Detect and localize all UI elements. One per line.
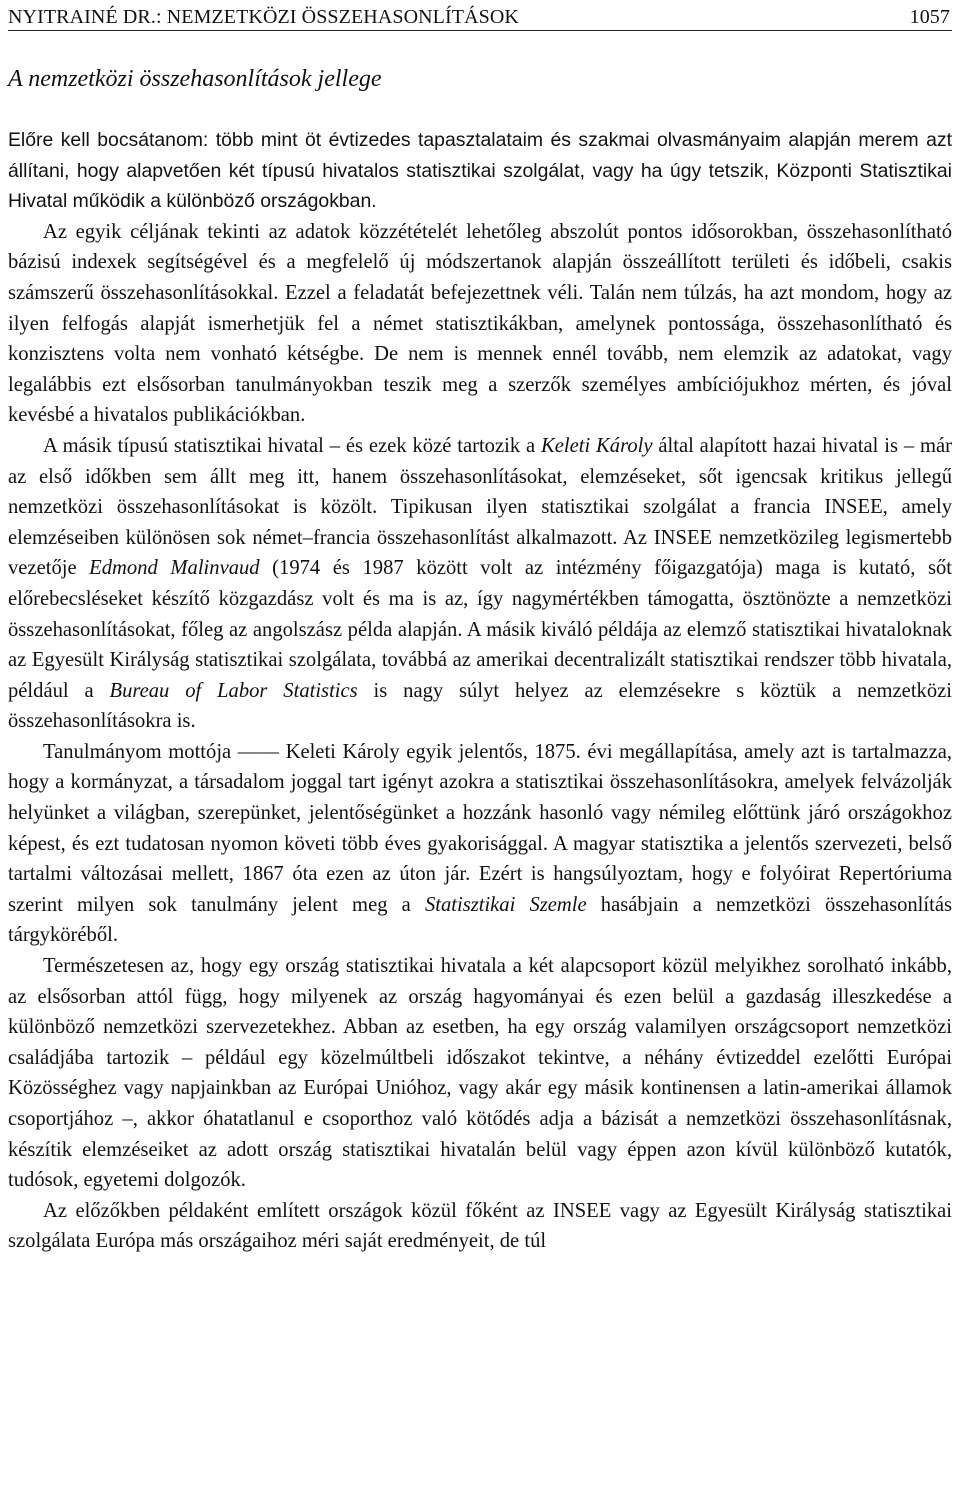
institution-name-bls: Bureau of Labor Statistics [109, 679, 358, 702]
paragraph-3-text-b: által alapított hazai hivatal is – már az első időkben sem állt meg itt, hanem összehasonlításokat, elemzéseket, sőt igencsak kritikus jellegű nemzetközi összehasonlításokat is közölt. Tipikusan ilyen statisztikai szolgálat a francia INSEE, amely elemzéseiben különösen sok német–francia összehasonlítást alkalmazott. Az INSEE nemzetközileg legismertebb vezetője [8, 434, 953, 580]
document-page [8, 0, 952, 1257]
paragraph-1: Előre kell bocsátanom: több mint öt évtizedes tapasztalataim és szakmai olvasmányaim alapján merem azt állítani, hogy alapvetően két típusú hivatalos statisztikai szolgálat, vagy ha úgy tetszik, Központi Statisztikai Hivatal működik a különböző országokban. [8, 129, 952, 213]
paragraph-3 [8, 431, 952, 737]
section-title: A nemzetközi összehasonlítások jellege [8, 66, 382, 92]
running-header [8, 0, 952, 31]
paragraph-3-text-d: is nagy súlyt helyez az elemzésekre s köztük a nemzetközi összehasonlításokra is. [8, 679, 952, 733]
running-title: NYITRAINÉ DR.: NEMZETKÖZI ÖSSZEHASONLÍTÁSOK [8, 6, 519, 28]
journal-name: Statisztikai Szemle [424, 893, 587, 916]
paragraph-6: Az előzőkben példaként említett országok közül főként az INSEE vagy az Egyesült Királyság statisztikai szolgálata Európa más országaihoz méri saját eredményeit, de túl [8, 1199, 952, 1253]
paragraph-5: Természetesen az, hogy egy ország statisztikai hivatala a két alapcsoport közül melyikhez sorolható inkább, az elsősorban attól függ, hogy milyenek az ország hagyományai és ezen belül a gazdaság illeszkedése a különböző nemzetközi szervezetekhez. Abban az esetben, ha egy ország valamilyen országcsoport nemzetközi családjába tartozik – például egy közelmúltbeli időszakot tekintve, a néhány évtizeddel ezelőtti Európai Közösséghez vagy napjainkban az Európai Unióhoz, vagy akár egy másik kontinensen a latin-amerikai államok csoportjához –, akkor óhatatlanul e csoporthoz való kötődés adja a bázisát a nemzetközi összehasonlításnak, készítik elemzéseiket az adott ország statisztikai hivatalán belül vagy éppen azon kívül különböző kutatók, tudósok, egyetemi dolgozók. [8, 955, 952, 1192]
paragraph-4-text-b: hasábjain a nemzetközi összehasonlítás tárgyköréből. [8, 893, 952, 947]
paragraph-3-text-c: (1974 és 1987 között volt az intézmény főigazgatója) maga is kutató, sőt előrebecsléseket készítő közgazdász volt és ma is az, így nagymértékben támogatta, ösztönözte a nemzetközi összehasonlításokat, főleg az angolszász példa alapján. A másik kiváló példája az elemző statisztikai hivataloknak az Egyesült Királyság statisztikai szolgálata, továbbá az amerikai decentralizált statisztikai rendszer több hivatala, például a [8, 557, 952, 702]
paragraph-2: Az egyik céljának tekinti az adatok közzétételét lehetőleg abszolút pontos idősorokban, összehasonlítható bázisú indexek segítségével és a megfelelő új módszertanok alapján összeállított területi és időbeli, csakis számszerű összehasonlításokkal. Ezzel a feladatát befejezettnek véli. Talán nem túlzás, ha azt mondom, hogy az ilyen felfogás alapját ismerhetjük fel a német statisztikákban, amelynek pontossága, összehasonlítható és konzisztens volta nem vonható kétségbe. De nem is mennek ennél tovább, nem elemzik az adatokat, vagy legalábbis ezt elsősorban tanulmányokban teszik meg a szerzők személyes ambíciójukhoz mérten, és jóval kevésbé a hivatalos publikációkban. [8, 220, 952, 427]
body-text [8, 125, 952, 1257]
person-name-malinvaud: Edmond Malinvaud [89, 557, 260, 580]
paragraph-4-text-a: Tanulmányom mottója —— Keleti Károly egyik jelentős, 1875. évi megállapítása, amely azt is tartalmazza, hogy a kormányzat, a társadalom joggal tart igényt azokra a statisztikai összehasonlításokra, amelyek felvázolják helyünket a világban, szerepünket, jelentőségünket a hozzánk hasonló vagy némileg előttünk járó országokhoz képest, és ezt tudatosan nyomon követi több éves gyakorisággal. A magyar statisztika a jelentős szervezeti, belső tartalmi változásai mellett, 1867 óta ezen az úton jár. Ezért is hangsúlyoztam, hogy e folyóirat Repertóriuma szerint milyen sok tanulmány jelent meg a [8, 740, 952, 916]
page-number: 1057 [909, 6, 950, 28]
paragraph-3-text-a: A másik típusú statisztikai hivatal – és ezek közé tartozik a [43, 434, 541, 457]
person-name-keleti: Keleti Károly [541, 434, 653, 457]
paragraph-4 [8, 737, 952, 951]
